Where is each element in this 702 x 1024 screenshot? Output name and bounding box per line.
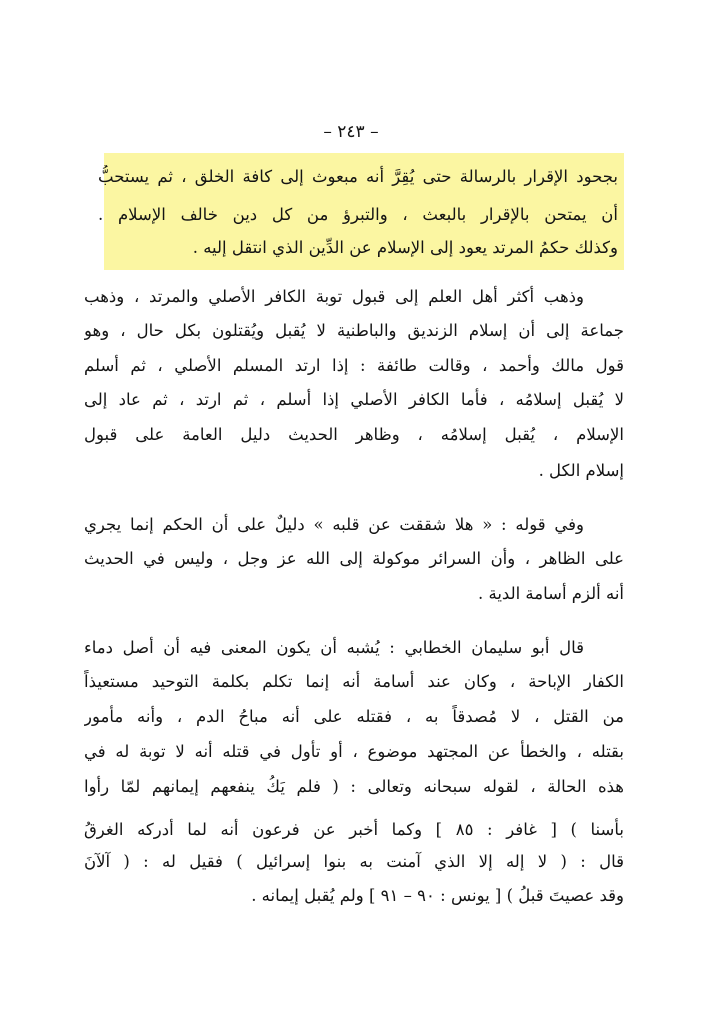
paragraph-line: بأسنا ) [ غافر : ٨٥ ] وكما أخبر عن فرعون أنه لما أدركه الغرقُ xyxy=(84,820,624,839)
paragraph-line: وفي قوله : « هلا شققت عن قلبه » دليلٌ على أن الحكم إنما يجري xyxy=(84,515,584,534)
highlighted-line: أن يمتحن بالإقرار بالبعث ، والتبرؤ من كل دين خالف الإسلام . xyxy=(98,205,618,224)
paragraph-line: إسلام الكل . xyxy=(538,461,624,480)
paragraph-line: جماعة إلى أن إسلام الزنديق والباطنية لا يُقبل ويُقتلون بكل حال ، وهو xyxy=(84,321,624,340)
paragraph-line: وذهب أكثر أهل العلم إلى قبول توبة الكافر الأصلي والمرتد ، وذهب xyxy=(84,287,584,306)
paragraph-line: الإسلام ، يُقبل إسلامُه ، وظاهر الحديث دليل العامة على قبول xyxy=(84,425,624,444)
paragraph-line: على الظاهر ، وأن السرائر موكولة إلى الله عز وجل ، وليس في الحديث xyxy=(84,549,624,568)
paragraph-line: قول مالك وأحمد ، وقالت طائفة : إذا ارتد المسلم الأصلي ، ثم أسلم xyxy=(84,356,624,375)
highlighted-line: بجحود الإقرار بالرسالة حتى يُقِرَّ أنه مبعوث إلى كافة الخلق ، ثم يستحبُّ xyxy=(98,167,618,186)
paragraph-line: لا يُقبل إسلامُه ، فأما الكافر الأصلي إذا أسلم ، ثم ارتد ، ثم عاد إلى xyxy=(84,390,624,409)
paragraph-line: قال أبو سليمان الخطابي : يُشبه أن يكون المعنى فيه أن أصل دماء xyxy=(84,638,584,657)
paragraph-line: وقد عصيتَ قبلُ ) [ يونس : ٩٠ – ٩١ ] ولم يُقبل إيمانه . xyxy=(251,886,624,905)
paragraph-line: الكفار الإباحة ، وكان عند أسامة أنه إنما تكلم بكلمة التوحيد مستعيذاً xyxy=(84,672,624,691)
page-number: – ٢٤٣ – xyxy=(323,122,379,142)
paragraph-line: أنه ألزم أسامة الدية . xyxy=(477,584,624,603)
paragraph-line: قال : ( لا إله إلا الذي آمنت به بنوا إسرائيل ) فقيل له : ( آلآنَ xyxy=(84,852,624,871)
paragraph-line: هذه الحالة ، لقوله سبحانه وتعالى : ( فلم يَكُ ينفعهم إيمانهم لمّا رأوا xyxy=(84,777,624,796)
highlighted-line: وكذلك حكمُ المرتد يعود إلى الإسلام عن الدِّين الذي انتقل إليه . xyxy=(192,238,618,257)
paragraph-line: بقتله ، والخطأ عن المجتهد موضوع ، أو تأول في قتله أنه لا توبة له في xyxy=(84,742,624,761)
paragraph-line: من القتل ، لا مُصدقاً به ، فقتله على أنه مباحُ الدم ، وأنه مأمور xyxy=(84,707,624,726)
